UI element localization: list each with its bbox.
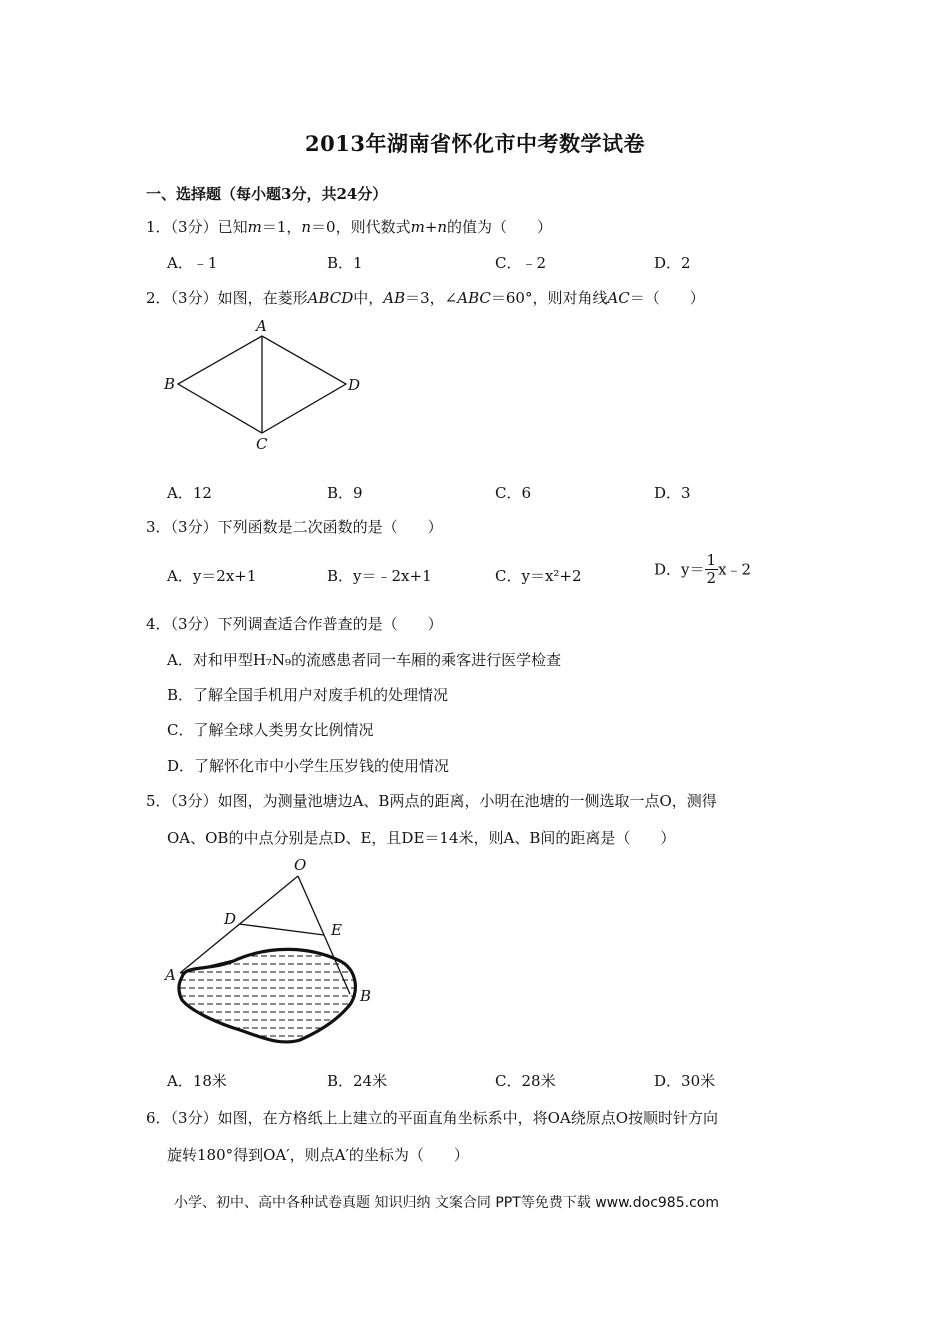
rhombus-figure	[160, 315, 370, 455]
q4-option-b: B．了解全国手机用户对废手机的处理情况	[167, 686, 449, 704]
label-a: A	[165, 966, 176, 984]
q3-option-b: B．y＝﹣2x+1	[327, 567, 432, 585]
question-6-line-1: 6．（3分）如图，在方格纸上上建立的平面直角坐标系中，将OA绕原点O按顺时针方向	[146, 1109, 719, 1127]
q3-option-a: A．y＝2x+1	[167, 567, 257, 585]
question-5-line-2: OA、OB的中点分别是点D、E，且DE＝14米，则A、B间的距离是（ ）	[167, 829, 676, 847]
q5-option-b: B．24米	[327, 1072, 388, 1090]
section-heading: 一、选择题（每小题3分，共24分）	[146, 185, 388, 203]
question-3-stem: 3．（3分）下列函数是二次函数的是（ ）	[146, 518, 443, 536]
label-d: D	[224, 910, 237, 928]
q4-option-a: A．对和甲型H₇N₉的流感患者同一车厢的乘客进行医学检查	[167, 651, 562, 669]
label-e: E	[331, 921, 342, 939]
q4-option-c: C．了解全球人类男女比例情况	[167, 721, 374, 739]
q5-option-d: D．30米	[654, 1072, 716, 1090]
q5-option-c: C．28米	[495, 1072, 556, 1090]
label-c: C	[256, 435, 268, 453]
q2-option-c: C．6	[495, 484, 532, 502]
q2-option-b: B．9	[327, 484, 363, 502]
label-a: A	[256, 317, 267, 335]
q2-option-d: D．3	[654, 484, 691, 502]
q3-option-c: C．y＝x²+2	[495, 567, 582, 585]
question-1-stem: 1．（3分）已知m＝1，n＝0，则代数式m+n的值为（ ）	[146, 218, 553, 236]
question-2-stem: 2．（3分）如图，在菱形ABCD中，AB＝3，∠ABC＝60°，则对角线AC＝（ ）	[146, 289, 705, 307]
question-5-line-1: 5．（3分）如图，为测量池塘边A、B两点的距离，小明在池塘的一侧选取一点O，测得	[146, 792, 717, 810]
q2-option-a: A．12	[167, 484, 212, 502]
q4-option-d: D．了解怀化市中小学生压岁钱的使用情况	[167, 757, 450, 775]
pond-figure	[160, 852, 390, 1052]
page-title: 2013年湖南省怀化市中考数学试卷	[305, 131, 645, 156]
label-b: B	[360, 987, 372, 1005]
q3-option-d: D．y＝ $\frac{1}{2}$ x﹣2	[654, 551, 752, 587]
label-d: D	[348, 376, 361, 394]
q1-option-a: A．﹣1	[167, 254, 218, 272]
label-o: O	[294, 856, 307, 874]
question-6-line-2: 旋转180°得到OA′，则点A′的坐标为（ ）	[167, 1146, 469, 1164]
label-b: B	[164, 375, 176, 393]
question-4-stem: 4．（3分）下列调查适合作普查的是（ ）	[146, 615, 443, 633]
q5-option-a: A．18米	[167, 1072, 227, 1090]
q1-option-b: B．1	[327, 254, 363, 272]
q1-option-c: C．﹣2	[495, 254, 547, 272]
fraction-one-half: $\frac{1}{2}$	[706, 551, 717, 587]
footer-text: 小学、初中、高中各种试卷真题 知识归纳 文案合同 PPT等免费下载 www.doc985.com	[174, 1195, 719, 1211]
q1-option-d: D．2	[654, 254, 691, 272]
